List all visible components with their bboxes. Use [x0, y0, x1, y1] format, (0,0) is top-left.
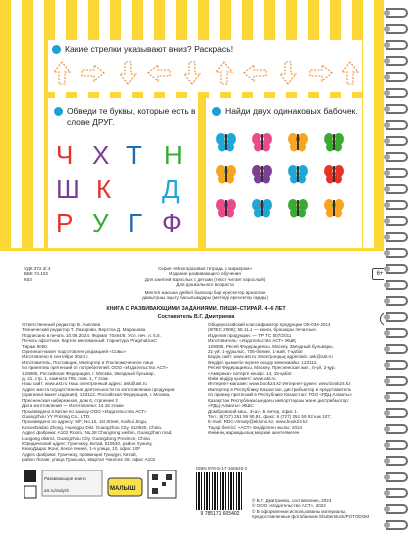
binding-hole: [384, 378, 390, 384]
imprint-line: Адрес места осуществления деятельности по изготовлению продукции: [22, 386, 175, 392]
imprint-line: Ресей Федерациясы, Мәскеу, Пресненская жағ., 6-үй, 2-құр.: [208, 365, 336, 371]
series-line: Для дошкольного возраста: [176, 282, 234, 288]
series-line: Для занятий взрослых с детьми (текст читает взрослый): [144, 276, 266, 282]
binding-hole: [384, 442, 390, 448]
butterfly-icon[interactable]: [288, 133, 308, 152]
book-title: КНИГА С РАЗВИВАЮЩИМИ ЗАДАНИЯМИ. ПИШИ–СТИРАЙ. 4–6 ЛЕТ: [106, 306, 286, 312]
imprint-line: 21-үй, 1-құрылыс, 705-бөлме, 1-жай, 7-қабат: [208, 349, 304, 355]
arrow-up-icon: [54, 62, 70, 84]
arrow-left-icon: [244, 65, 266, 81]
arrow-down-icon: [120, 62, 136, 84]
publisher-logos: [24, 470, 186, 530]
copyright-line: © В.Г. Дмитриева, составление, 2024: [252, 498, 332, 503]
divider-band: [0, 248, 390, 251]
imprint-line: Юридический адрес: Гуанчжоу, Китай, 510530, район Хуанпу,: [22, 440, 153, 446]
letters-task: [54, 106, 198, 127]
promo-title: Развивающие книги: [44, 476, 86, 481]
barcode: [196, 472, 244, 518]
imprint-line: «РДЦ-Алматы» ЖШС: [208, 403, 254, 409]
butterfly-icon[interactable]: [324, 165, 344, 184]
binding-hole: [384, 170, 390, 176]
kazakh-line: Мектеп жасына дейінгі балалар бар ересектер арналған: [144, 290, 266, 295]
butterfly-icon[interactable]: [216, 133, 236, 152]
butterfly-icon[interactable]: [216, 199, 236, 218]
letter-n[interactable]: Н: [164, 140, 183, 170]
bullet-dot-icon: [54, 107, 63, 116]
imprint-line: Произведено в Китае по заказу ООО «Издательство АСТ»: [22, 408, 147, 414]
logos-block: [24, 470, 186, 530]
binding-hole: [384, 490, 390, 496]
arrow-up-icon: [342, 62, 358, 84]
imprint-line: Guangzhou YY Printing Co., LTD.: [22, 413, 91, 419]
bbk-line: ББК 74.102: [24, 271, 49, 277]
imprint-line: Интернет-магазин: www.book24.kz Интернет-дүкен: www.book24.kz: [208, 381, 351, 387]
imprint-line: Дата изготовления — Изготовлено: 14.15 этажи: [22, 403, 124, 409]
imprint-line: Изготовитель, Поставщик, Импортер и Уполномоченное лицо: [22, 359, 154, 365]
imprint-line: Общероссийский классификатор продукции ОК-034-2014: [208, 322, 331, 327]
imprint-line: по приему претензий в Республике Казахстан: ТОО «РДЦ-Алматы»: [208, 392, 352, 398]
binding-hole: [384, 346, 390, 352]
letter-d[interactable]: Д: [162, 174, 180, 204]
arrow-right-icon: [310, 65, 332, 81]
binding-hole: [384, 42, 390, 48]
butterfly-icon[interactable]: [288, 199, 308, 218]
butterfly-icon[interactable]: [324, 133, 344, 152]
binding-hole: [384, 106, 390, 112]
arrows-task-text: Какие стрелки указывают вниз? Раскрась!: [65, 44, 234, 54]
udk-block: [24, 266, 94, 282]
imprint-line: Импортер в Республику Казахстан, дистрибьютор и представитель: [208, 386, 352, 392]
letter-kh[interactable]: Х: [92, 140, 110, 170]
binding-hole: [384, 426, 390, 432]
binding-hole: [384, 410, 390, 416]
imprint-line: KexueDadao Zhong, Huangpu Dist. Guangzhou City, 510530, China.: [22, 424, 163, 430]
letter-r[interactable]: Р: [56, 208, 74, 238]
letter-g[interactable]: Г: [128, 208, 143, 238]
certificate-icon: [24, 486, 36, 498]
imprint-line: (оригинал-макет издания): 123112, Российская Федерация, г. Москва,: [22, 392, 171, 398]
binding-hole: [384, 122, 390, 128]
butterflies-task: [212, 106, 362, 117]
butterfly-icon[interactable]: [252, 165, 272, 184]
imprint-line: Технический редактор Т. Лазорова. Верстка Д. Марашова: [22, 327, 146, 333]
binding-hole: [384, 218, 390, 224]
barcode-digits: 9 785171 605402: [200, 511, 240, 517]
arrow-up-icon: [216, 62, 232, 84]
barcode-bars: [196, 472, 244, 510]
butterfly-icon[interactable]: [288, 165, 308, 184]
binding-hole: [384, 362, 390, 368]
binding-hole: [384, 90, 390, 96]
letter-ch[interactable]: Ч: [56, 140, 74, 170]
letter-u[interactable]: У: [92, 208, 109, 238]
series-line: Серия «Многоразовая тетрадь с маркером»: [157, 266, 253, 271]
imprint-line: Luogang district, Guangzhou City, Guangdong Province, China: [22, 435, 150, 441]
imprint-line: Пресненская набережная, дом 6, строение 2: [22, 397, 118, 403]
imprint-line: Ответственный редактор В. Азелова: [22, 322, 101, 327]
binding-hole: [384, 234, 390, 240]
butterflies-task-panel: [206, 98, 362, 248]
imprint-line: «Америка» нәтерге кешірі. 14, 15-қабат: [208, 370, 293, 376]
copyright-line: © ООО «Издательство АСТ», 2024: [252, 503, 326, 509]
binding-hole: [384, 474, 390, 480]
binding-hole: [384, 314, 390, 320]
imprint-line: Печать офсетная. Картон мелованный. Гарнитура PragmaticaC: [22, 338, 157, 344]
imprint-line: по принятию претензий от потребителей: ООО «Издательство АСТ»: [22, 365, 168, 371]
imprint-line: Біздің сайт: www.ast.ru Электрондық адресіміз: ask@ast.ru: [208, 354, 333, 360]
imprint-line: Өнім өндіру қызметі: www.ast.ru: [208, 376, 276, 382]
series-block: [110, 266, 300, 288]
imprint-line: Адрес фабрики: Гуанчжоу, провинция Гуандун, Китай,: [22, 451, 137, 457]
imprint-line: Тауар белгісі: «АСТ» Өндірілген жылы: 2024: [208, 424, 303, 430]
imprint-line: КехюДадао Жонг, Кексе янния, 1-я улица, 10, офис 10F: [22, 446, 141, 452]
imprint-line: Изготовлено в сентябре 2024 г.: [22, 354, 89, 360]
butterfly-icon[interactable]: [252, 199, 272, 218]
binding-hole: [384, 10, 390, 16]
binding-hole: [384, 394, 390, 400]
binding-hole: [384, 74, 390, 80]
kazakh-block: [110, 290, 300, 301]
imprint-line: Изделия продукции: — ТР ТС 007/2011: [208, 332, 292, 338]
arrow-right-icon: [82, 65, 104, 81]
imprint-left-column: [22, 322, 202, 463]
arrow-left-icon: [148, 65, 170, 81]
binding-hole: [384, 154, 390, 160]
copyright-block: [252, 498, 382, 520]
letter-sh[interactable]: Ш: [56, 174, 80, 204]
imprint-line: район Логанг, улица Гуаньзао, квартал Чанлонг 28, офис А102: [22, 457, 156, 463]
spiral-binding: [384, 0, 410, 536]
binding-hole: [384, 26, 390, 32]
index-line: К53: [24, 276, 32, 282]
binding-hole: [384, 282, 390, 288]
binding-hole: [384, 506, 390, 512]
copyright-line: предоставленные фотобанком Shutterstock/FOTODOM: [252, 514, 370, 520]
butterfly-icon[interactable]: [324, 199, 344, 218]
binding-hole: [384, 138, 390, 144]
kazakh-line: дамытушы оқыту басылымдары (мәтінді ересектер оқиды): [142, 295, 268, 301]
imprint-line: Тел.: 8(727) 251 59 90,91, факс: 8 (727) 251 59 92 ішк 107;: [208, 413, 332, 419]
site-link[interactable]: ast.ru/malysh: [44, 488, 69, 493]
letters-task-panel: [48, 98, 198, 248]
binding-hole: [384, 58, 390, 64]
letter-k[interactable]: К: [96, 174, 112, 204]
imprint-line: E-mail: RDC-Almaty@eksmo.kz, www.book24.kz: [208, 419, 308, 425]
imprint-line: Өнімнің жарамдылық мерзімі шектелмеген: [208, 430, 300, 436]
imprint-line: Өндіріс қызметін жүзеге асыру мекенжайы: 123112,: [208, 359, 318, 365]
copyright-line: © В оформлении использованы материалы,: [252, 508, 347, 514]
book-author: Составитель В.Г. Дмитриева: [157, 314, 235, 320]
letter-f[interactable]: Ф: [162, 208, 182, 238]
binding-hole: [384, 186, 390, 192]
bullet-dot-icon: [212, 107, 221, 116]
imprint-line: Тираж 5000.: [22, 343, 49, 349]
imprint-line: Қазақстан Республикасындағы импорттаушы және дистрибьютор:: [208, 397, 350, 403]
arrow-down-icon: [184, 62, 200, 84]
binding-hole: [384, 330, 390, 336]
arrows-task: [52, 44, 362, 55]
imprint-line: 129085, Российская Федерация, г. Москва, Звездный бульвар,: [22, 370, 155, 376]
imprint-line: д. 21, стр. 1, комната 705, пом. 1, 7 этаж: [22, 376, 108, 382]
bullet-dot-icon: [52, 45, 61, 54]
imprint-line: Изготовитель: «Издательство АСТ» ЖШҚ: [208, 338, 296, 344]
binding-hole: [384, 202, 390, 208]
butterflies-grid: [212, 128, 360, 246]
isbn-text: ISBN 978-5-17-160540-2: [196, 466, 248, 471]
arrows-task-panel: [48, 40, 362, 92]
imprint-line: 129085, Ресей Федерациясы, Мәскеу, Звёздный бульвары,: [208, 343, 334, 349]
imprint-line: Адрес фабрики: A102 Room, No.28 Changlong weibin, Guangzhan road,: [22, 430, 173, 436]
malysh-label: МАЛЫШ: [110, 486, 136, 492]
binding-hole: [384, 250, 390, 256]
letters-task-text: Обведи те буквы, которые есть в слове ДРУГ.: [67, 106, 196, 127]
binding-hole: [384, 298, 390, 304]
arrow-down-icon: [280, 62, 296, 84]
udk-line: УДК 372.3/.4: [24, 266, 51, 271]
arrows-row: [48, 58, 362, 90]
eac-mark-icon: [24, 470, 36, 482]
age-rating-badge: 6+: [372, 268, 388, 280]
letter-t[interactable]: Т: [126, 140, 142, 170]
binding-hole: [384, 522, 390, 528]
butterflies-task-text: Найди двух одинаковых бабочек.: [225, 106, 358, 116]
butterfly-icon[interactable]: [252, 133, 272, 152]
series-line: Издание развивающего обучения: [169, 271, 241, 277]
butterfly-icon[interactable]: [216, 165, 236, 184]
imprint-right-column: [208, 322, 370, 436]
binding-hole: [384, 266, 390, 272]
imprint-line: Наш сайт: www.ast.ru Наш электронный адрес: ask@ast.ru: [22, 381, 147, 387]
imprint-line: (КПЕС 2008); 58.11.1 — книги, брошюры печатные.: [208, 327, 318, 333]
imprint-line: Домбровский көш., 3«а», Б литер, офис 1.: [208, 408, 299, 414]
imprint-line: Подписано в печать 10.06.2024. Формат 70х84/8. Усл. печ. л. 5,5.: [22, 332, 161, 338]
binding-hole: [384, 458, 390, 464]
imprint-line: Произведено по адресу: 5/F, No.10, 1st Street, Kaihui Jingu,: [22, 419, 148, 425]
imprint-line: Оригинал-макет подготовлен редакцией «Совы»: [22, 349, 127, 355]
